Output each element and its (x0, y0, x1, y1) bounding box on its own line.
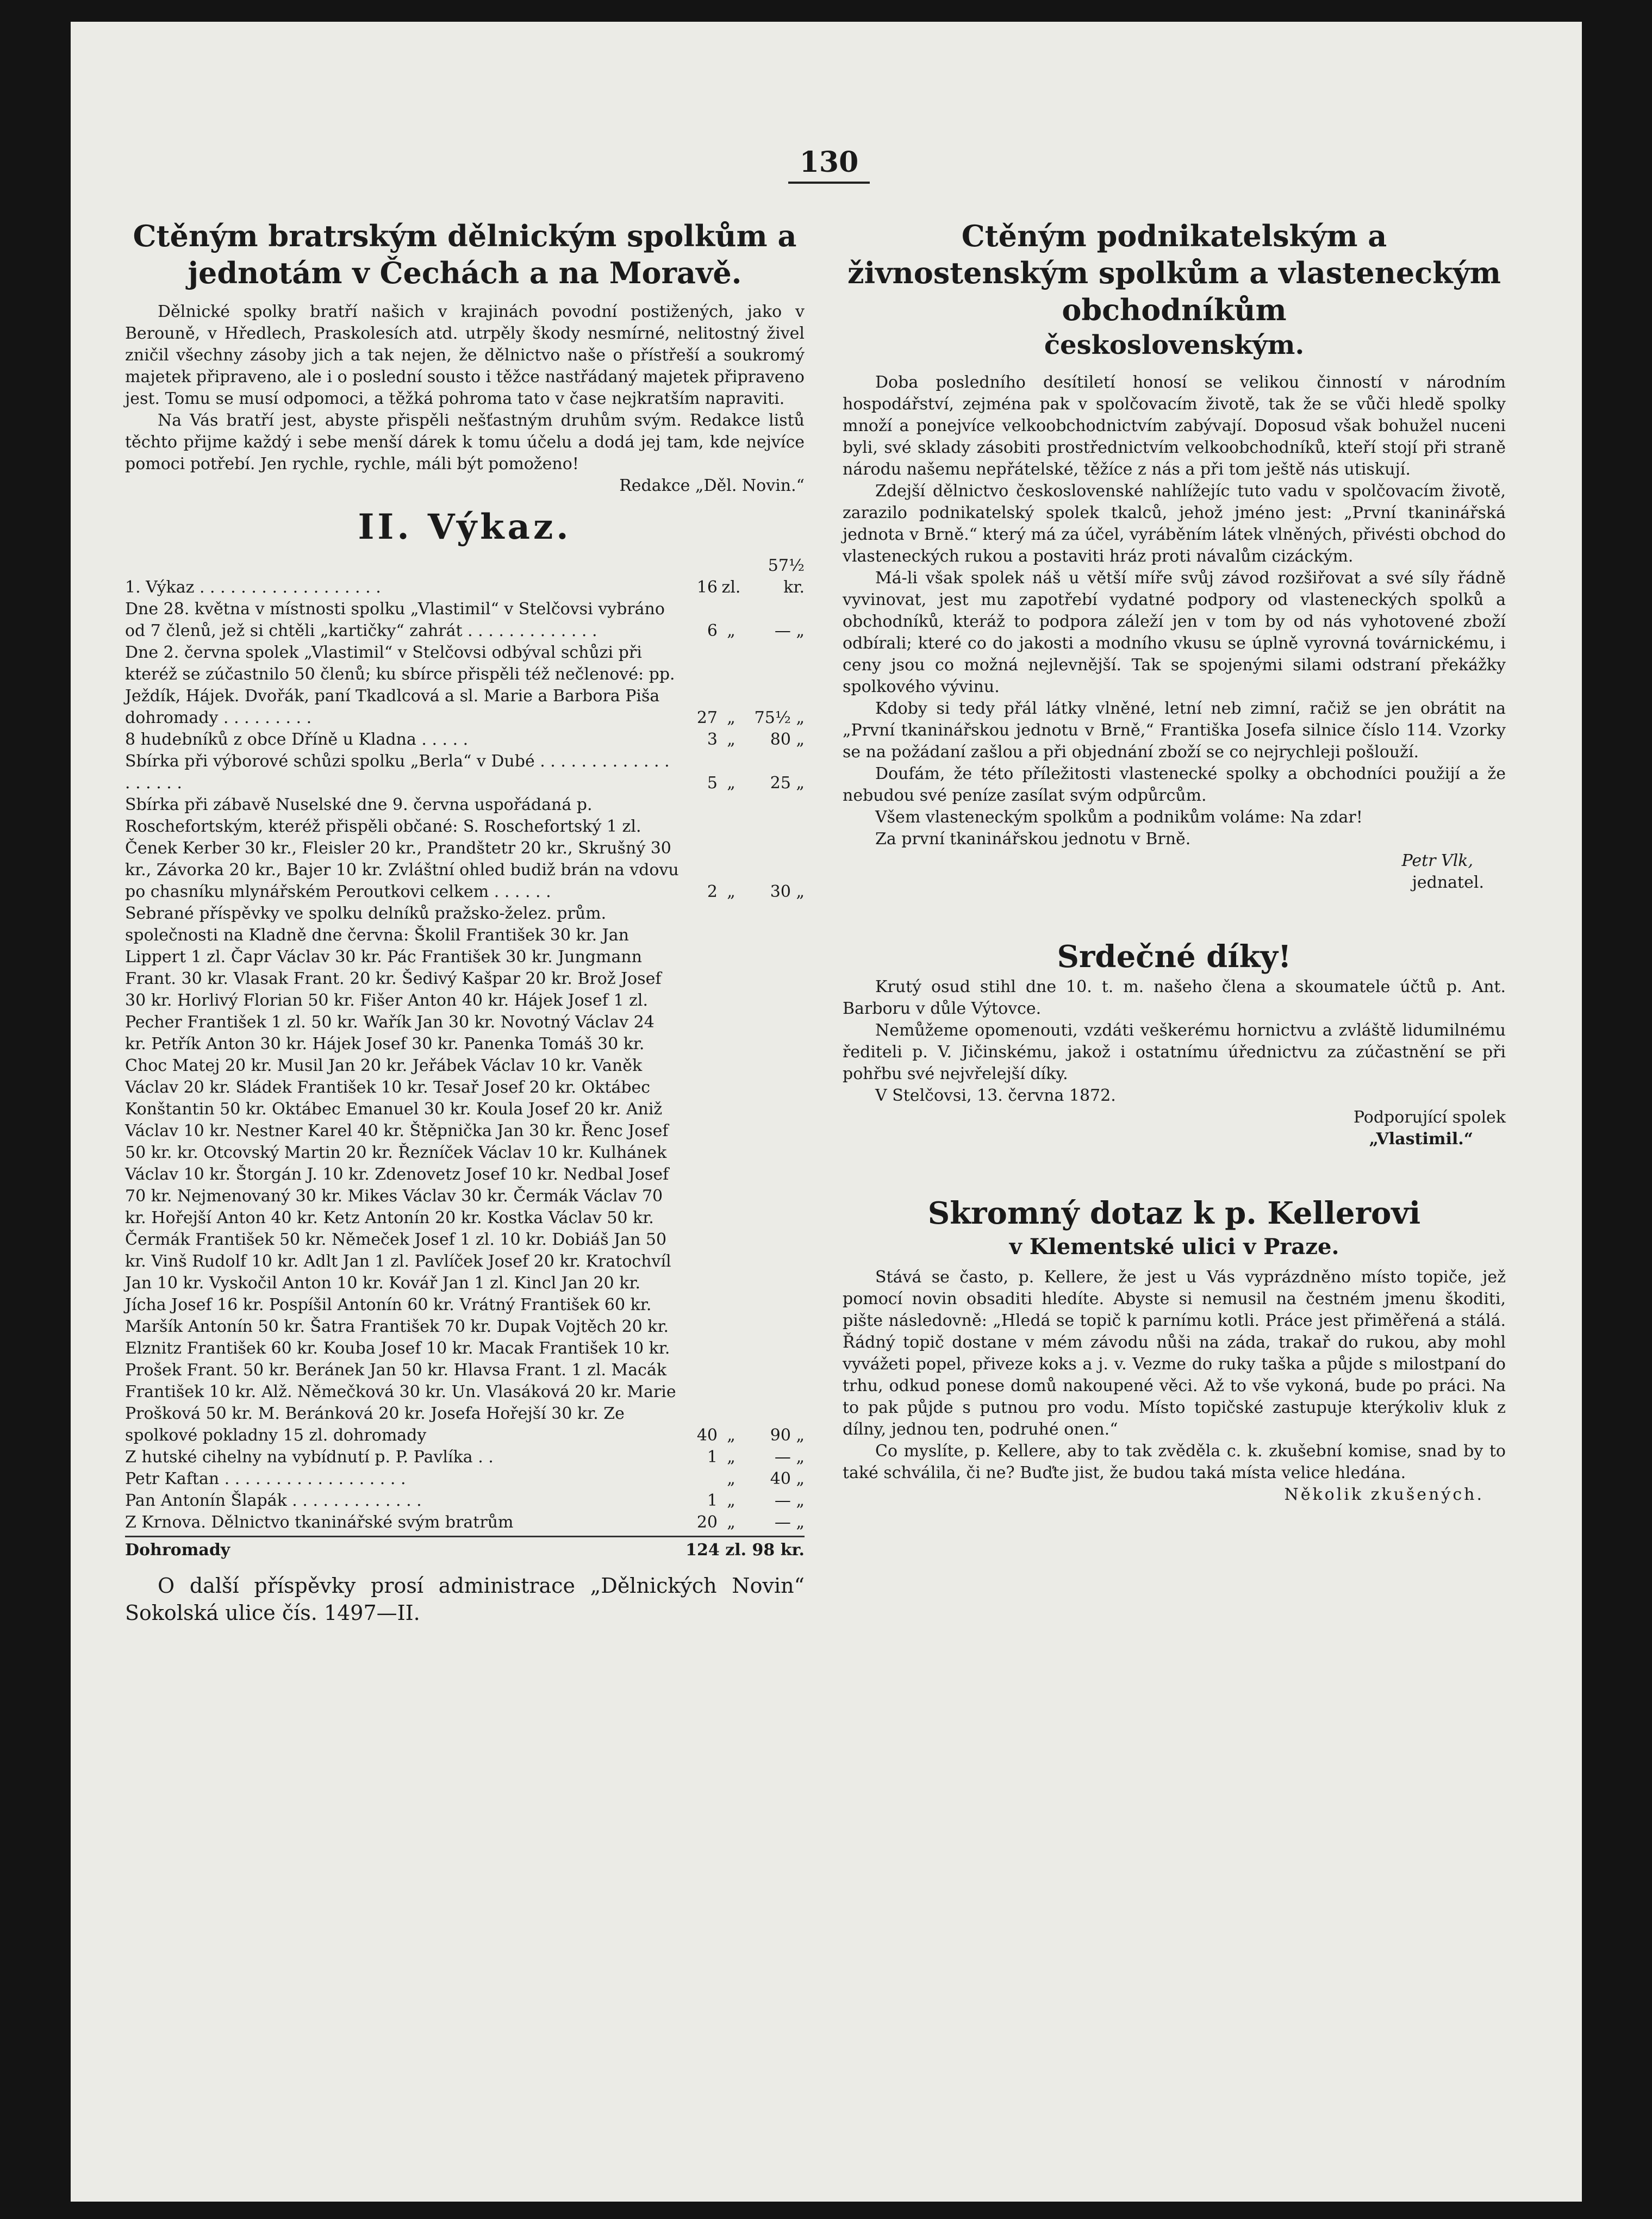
vykaz-kr: 90 „ (770, 1426, 805, 1445)
keller-paragraph-2: Co myslíte, p. Kellere, aby to tak zvěděla c. k. zkušební komise, snad by to také schválila, či ne? Buďte jist, že budou taká místa velice hledána. (843, 1442, 1506, 1482)
vykaz-table (125, 555, 805, 1534)
right-paragraph-5: Doufám, že této příležitosti vlastenecké spolky a obchodníci použijí a že nebudou své peníze zasílat svým odpůrcům. (843, 764, 1506, 805)
vykaz-sep: „ (727, 1469, 735, 1488)
vykaz-desc: Z Krnova. Dělnictvo tkaninářské svým bratrům (125, 1513, 514, 1532)
right-heading-2: československým. (1044, 330, 1305, 360)
keller-heading: Skromný dotaz k p. Kellerovi (927, 1195, 1421, 1231)
thanks-place: V Stelčovsi, 13. června 1872. (875, 1086, 1116, 1105)
vykaz-zl: 5 (707, 774, 718, 793)
vykaz-kr: — „ (774, 1448, 805, 1467)
vykaz-desc: Sbírka při výborové schůzi spolku „Berla“ v Dubé . . . . . . . . . . . . . . . . . . . (125, 752, 670, 793)
thanks-paragraph-2: Nemůžeme opomenouti, vzdáti veškerému hornictvu a zvláště lidumilnému řediteli p. V. Jičinskému, jakož i ostatnímu úřednictvu za zúčastnění se při pohřbu své nejvřelejší díky. (843, 1021, 1506, 1083)
vykaz-row (125, 903, 805, 1447)
keller-paragraph-1: Stává se často, p. Kellere, že jest u Vás vyprázdněno místo topiče, jež pomocí novin obsaditi hledíte. Abyste si nemusil na čestném jmenu škoditi, pište následovně: „Hledá se topič k parnímu kotli. Práce jest přiměřená a stálá. Řádný topič dostane v mém závodu nůši na záda, trakař do rukou, aby mohl vyvážeti popel, přiveze koks a j. v. Vezme do ruky taška a půjde s milostpaní do trhu, odkud ponese domů nakoupené věci. Až to vše vykoná, bude po práci. Na to pak půjde s putnou pro vodu. Místo topičské zastupuje kterýkoliv kluk z dílny, jednou ten, podruhé onen.“ (843, 1268, 1506, 1439)
vykaz-zl: 1 (707, 1491, 718, 1510)
keller-subheading: v Klementské ulici v Praze. (1009, 1234, 1339, 1260)
vykaz-row (125, 555, 805, 599)
right-paragraph-1: Doba posledního desítiletí honosí se velikou činností v národním hospodářství, zejména pak v spolčovacím životě, tak že se vůči hledě spolky množí a ponejvíce velkoobchodnictvím zabývají. Doposud však bohužel nuceni byli, své sklady zásobiti prostřednictvím velkoobchodníků, kteří stojí při straně národu našemu nepřátelské, těžíce z nás a při tom ještě nás utiskují. (843, 373, 1506, 479)
vykaz-desc: Z hutské cihelny na vybídnutí p. P. Pavlíka . . (125, 1448, 494, 1467)
thanks-sign-2: „Vlastimil.“ (1369, 1130, 1473, 1149)
thanks-heading: Srdečné díky! (1057, 939, 1292, 975)
vykaz-sep: „ (727, 1491, 735, 1510)
vykaz-sep: „ (727, 708, 735, 727)
keller-signature: Několik zkušených. (1284, 1485, 1484, 1504)
vykaz-kr: 57½ kr. (768, 556, 805, 597)
vykaz-kr: 80 „ (770, 730, 805, 749)
spacer (843, 1150, 1506, 1194)
thanks-paragraph-1: Krutý osud stihl dne 10. t. m. našeho člena a skoumatele účtů p. Ant. Barboru v důle Výtovce. (843, 977, 1506, 1018)
left-closing: O další příspěvky prosí administrace „Dělnických Novin“ Sokolská ulice čís. 1497—II. (125, 1574, 805, 1625)
right-paragraph-2: Zdejší dělnictvo československé nahlížejíc tuto vadu v spolčovacím životě, zarazilo podnikatelský spolek tkalců, jehož jméno jest: „První tkaninářská jednota v Brně.“ který má za účel, vyráběním látek vlněných, přivésti obchod do vlasteneckých rukou a postaviti hráz proti návalům cizáckým. (843, 482, 1506, 566)
thanks-sign-1: Podporující spolek (1353, 1108, 1506, 1127)
vykaz-kr: 40 „ (770, 1469, 805, 1488)
vykaz-total (125, 1539, 805, 1561)
right-paragraph-4: Kdoby si tedy přál látky vlněné, letní neb zimní, račiž se jen obrátit na „První tkaninářskou jednotu v Brně,“ Františka Josefa silnice číslo 114. Vzorky se na požádaní zašlou a při objednání zboží se co nejrychleji pošlouží. (843, 699, 1506, 762)
vykaz-row (125, 729, 805, 751)
vykaz-desc: 8 hudebníků z obce Dříně u Kladna . . . . . (125, 730, 469, 749)
right-sign-role: jednatel. (1412, 873, 1484, 892)
left-paragraph-2: Na Vás bratří jest, abyste přispěli nešťastným druhům svým. Redakce listů těchto přijme každý i sebe menší dárek k tomu účelu a dodá jej tam, kde nejvíce pomoci potřebí. Jen rychle, rychle, máli být pomoženo! (125, 411, 805, 473)
vykaz-row (125, 794, 805, 903)
vykaz-title: II. Výkaz. (358, 507, 572, 547)
right-paragraph-3: Má-li však spolek náš u větší míře svůj závod rozšiřovat a své síly řádně vyvinovat, jest mu zapotřebí vydatné podpory od vlasteneckých spolků a obchodníků, kteráž to podpora záleží jen v tom by od nás vyhotovené zboží odbírali; které co do jakosti a modního vkusu se úplně vyrovná továrnickému, i ceny jsou co možná nejlevnější. Tak se spojenými silami odstraní překážky spolkového vývinu. (843, 569, 1506, 696)
vykaz-zl: 1 (707, 1448, 718, 1467)
total-label: Dohromady (125, 1541, 230, 1560)
vykaz-zl: 27 (696, 708, 718, 727)
vykaz-row (125, 1447, 805, 1468)
vykaz-desc: Sbírka při zábavě Nuselské dne 9. června uspořádaná p. Roschefortským, kteréž přispěli občané: S. Roschefortský 1 zl. Čenek Kerber 30 kr., Fleisler 20 kr., Prandštetr 20 kr., Skrušný 30 kr., Závorka 20 kr., Bajer 10 kr. Zvláštní ohled budiž brán na vdovu po chasníku mlynářském Peroutkovi celkem . . . . . . (125, 795, 679, 901)
total-rule (125, 1536, 805, 1537)
vykaz-desc: Pan Antonín Šlapák . . . . . . . . . . . . . (125, 1491, 422, 1510)
left-paragraph-1: Dělnické spolky bratří našich v krajinách povodní postižených, jako v Berouně, v Hředlech, Praskolesích atd. utrpěly škody nesmírné, nelitostný živel zničil všechny zásoby jich a tak nejen, že dělnictvo naše o přístřeší a soukromý majetek připraveno, ale i o poslední sousto i těžce nastřádaný majetek připraveno jest. Tomu se musí odpomoci, a těžká pohroma tato v čase nejkratším napraviti. (125, 302, 805, 408)
left-signature: Redakce „Děl. Novin.“ (619, 476, 805, 495)
right-paragraph-7: Za první tkaninářskou jednotu v Brně. (875, 830, 1191, 849)
vykaz-row (125, 1490, 805, 1512)
vykaz-zl: 20 (696, 1513, 718, 1532)
vykaz-row (125, 642, 805, 729)
vykaz-kr: — „ (774, 621, 805, 640)
vykaz-zl (679, 1468, 718, 1490)
total-value: 124 zl. 98 kr. (685, 1541, 805, 1560)
vykaz-desc: Dne 28. května v místnosti spolku „Vlastimil“ v Stelčovsi vybráno od 7 členů, jež si chtěli „kartičky“ zahrát . . . . . . . . . . . . . (125, 600, 665, 640)
vykaz-zl: 3 (707, 730, 718, 749)
vykaz-zl: 2 (707, 882, 718, 901)
vykaz-sep: zl. (721, 578, 741, 597)
spacer (125, 1561, 805, 1572)
vykaz-sep: „ (727, 1448, 735, 1467)
vykaz-sep: „ (727, 621, 735, 640)
vykaz-sep: „ (727, 1426, 735, 1445)
vykaz-sep: „ (727, 774, 735, 793)
vykaz-desc: Dne 2. června spolek „Vlastimil“ v Stelčovsi odbýval schůzi při kteréž se zúčastnilo 50 členů; ku sbírce přispěli též nečlenové: pp. Ježdík, Hájek. Dvořák, paní Tkadlcová a sl. Marie a Barbora Piša dohromady . . . . . . . . . (125, 643, 675, 727)
spacer (843, 894, 1506, 937)
vykaz-desc: 1. Výkaz . . . . . . . . . . . . . . . . . . (125, 578, 381, 597)
vykaz-sep: „ (727, 1513, 735, 1532)
vykaz-row (125, 1512, 805, 1534)
vykaz-kr: 75½ „ (754, 708, 805, 727)
right-sign-name: Petr Vlk, (1401, 851, 1473, 870)
vykaz-kr: — „ (774, 1513, 805, 1532)
page-number: 130 (788, 144, 870, 184)
vykaz-row (125, 751, 805, 794)
left-heading: Ctěným bratrským dělnickým spolkům a jednotám v Čechách a na Moravě. (133, 219, 797, 290)
vykaz-kr: 25 „ (770, 774, 805, 793)
newspaper-page (71, 22, 1582, 2202)
vykaz-zl: 6 (707, 621, 718, 640)
vykaz-sep: „ (727, 730, 735, 749)
vykaz-row (125, 1468, 805, 1490)
right-column (843, 217, 1506, 1506)
left-column (125, 217, 805, 1626)
vykaz-zl: 16 (696, 578, 718, 597)
right-heading: Ctěným podnikatelským a živnostenským spolkům a vlasteneckým obchodníkům (847, 219, 1501, 327)
vykaz-kr: — „ (774, 1491, 805, 1510)
vykaz-zl: 40 (696, 1426, 718, 1445)
vykaz-desc: Petr Kaftan . . . . . . . . . . . . . . . . . . (125, 1469, 406, 1488)
right-paragraph-6: Všem vlasteneckým spolkům a podnikům voláme: Na zdar! (875, 808, 1363, 827)
vykaz-row (125, 599, 805, 642)
vykaz-kr: 30 „ (770, 882, 805, 901)
vykaz-desc: Sebrané příspěvky ve spolku delníků pražsko-želez. prům. společnosti na Kladně dne června: Školil František 30 kr. Jan Lippert 1 zl. Čapr Václav 30 kr. Pác František 30 kr. Jungmann Frant. 30 kr. Vlasak Frant. 20 kr. Šedivý Kašpar 20 kr. Brož Josef 30 kr. Horlivý Florian 50 kr. Fišer Anton 40 kr. Hájek Josef 1 zl. Pecher František 1 zl. 50 kr. Wařík Jan 30 kr. Novotný Václav 24 kr. Petřík Anton 30 kr. Hájek Josef 30 kr. Panenka Tomáš 30 kr. Choc Matej 20 kr. Musil Jan 20 kr. Jeřábek Václav 10 kr. Vaněk Václav 20 kr. Sládek František 10 kr. Tesař Josef 20 kr. Oktábec Konštantin 50 kr. Oktábec Emanuel 30 kr. Koula Josef 20 kr. Aniž Václav 10 kr. Nestner Karel 40 kr. Štěpnička Jan 30 kr. Řenc Josef 50 kr. kr. Otcovský Martin 20 kr. Řezníček Václav 10 kr. Kulhánek Václav 10 kr. Štorgán J. 10 kr. Zdenovetz Josef 10 kr. Nedbal Josef 70 kr. Nejmenovaný 30 kr. Mikes Václav 30 kr. Čermák Václav 70 kr. Hořejší Anton 40 kr. Ketz Antonín 20 kr. Kostka Václav 50 kr. Čermák František 50 kr. Němeček Josef 1 zl. 10 kr. Dobiáš Jan 50 kr. Vinš Rudolf 10 kr. Adlt Jan 1 zl. Pavlíček Josef 20 kr. Kratochvíl Jan 10 kr. Vyskočil Anton 10 kr. Kovář Jan 1 zl. Kincl Jan 20 kr. Jícha Josef 16 kr. Pospíšil Antonín 60 kr. Vrátný František 60 kr. Maršík Antonín 50 kr. Šatra František 70 kr. Dupak Vojtěch 20 kr. Elznitz František 60 kr. Kouba Josef 10 kr. Macak František 10 kr. Prošek Frant. 50 kr. Beránek Jan 50 kr. Hlavsa Frant. 1 zl. Macák František 10 kr. Alž. Němečková 30 kr. Un. Vlasáková 20 kr. Marie Prošková 50 kr. M. Beránková 20 kr. Josefa Hořejší 30 kr. Ze spolkové pokladny 15 zl. dohromady (125, 904, 676, 1445)
vykaz-sep: „ (727, 882, 735, 901)
